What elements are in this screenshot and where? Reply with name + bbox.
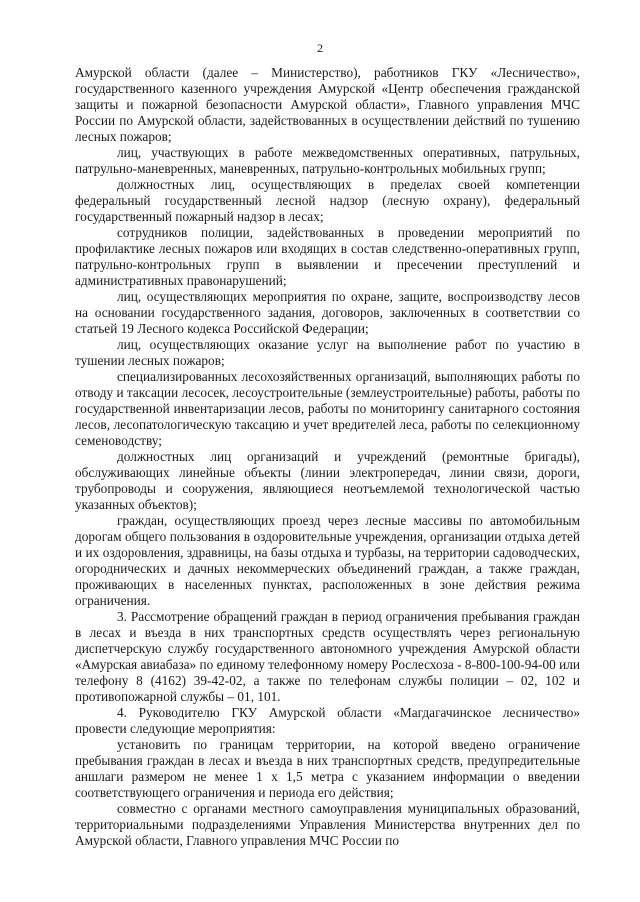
paragraph-6: лиц, осуществляющих оказание услуг на выполнение работ по участию в тушении лесных пожаров; — [75, 337, 580, 368]
paragraph-10: 3. Рассмотрение обращений граждан в период ограничения пребывания граждан в лесах и въезда в них транспортных средств осуществлять через региональную диспетчерскую службу государственного автономного учреждения Амурской области «Амурская авиабаза» по единому телефонному номеру Рослесхоза - 8-800-100-94-00 или телефону 8 (4162) 39-42-02, а также по телефонам службы полиции – 02, 102 и противопожарной службы – 01, 101. — [75, 609, 580, 704]
document-body — [75, 65, 580, 849]
paragraph-11: 4. Руководителю ГКУ Амурской области «Магдагачинское лесничество» провести следующие мероприятия: — [75, 705, 580, 736]
paragraph-1: Амурской области (далее – Министерство), работников ГКУ «Лесничество», государственного казенного учреждения Амурской «Центр обеспечения гражданской защиты и пожарной безопасности Амурской области», Главного управления МЧС России по Амурской области, задействованных в осуществлении действий по тушению лесных пожаров; — [75, 65, 580, 144]
paragraph-8: должностных лиц организаций и учреждений (ремонтные бригады), обслуживающих линейные объекты (линии электропередач, линии связи, дороги, трубопроводы и сооружения, являющиеся неотъемлемой технологической частью указанных объектов); — [75, 449, 580, 512]
paragraph-4: сотрудников полиции, задействованных в проведении мероприятий по профилактике лесных пожаров или входящих в состав следственно-оперативных групп, патрульно-контрольных групп в выявлении и пресечении преступлений и административных правонарушений; — [75, 225, 580, 288]
paragraph-12: установить по границам территории, на которой введено ограничение пребывания граждан в лесах и въезда в них транспортных средств, предупредительные аншлаги размером не менее 1 х 1,5 метра с указанием информации о введении соответствующего ограничения и периода его действия; — [75, 737, 580, 800]
paragraph-5: лиц, осуществляющих мероприятия по охране, защите, воспроизводству лесов на основании государственного задания, договоров, заключенных в соответствии со статьей 19 Лесного кодекса Российской Федерации; — [75, 289, 580, 336]
paragraph-3: должностных лиц, осуществляющих в пределах своей компетенции федеральный государственный лесной надзор (лесную охрану), федеральный государственный пожарный надзор в лесах; — [75, 177, 580, 224]
paragraph-13: совместно с органами местного самоуправления муниципальных образований, территориальными подразделениями Управления Министерства внутренних дел по Амурской области, Главного управления МЧС России по — [75, 801, 580, 848]
page-number: 2 — [317, 41, 323, 55]
paragraph-9: граждан, осуществляющих проезд через лесные массивы по автомобильным дорогам общего пользования в оздоровительные учреждения, организации отдыха детей и их оздоровления, здравницы, на базы отдыха и турбазы, на территории садоводческих, огороднических и дачных некоммерческих объединений граждан, а также граждан, проживающих в населенных пунктах, расположенных в зоне действия режима ограничения. — [75, 513, 580, 608]
paragraph-2: лиц, участвующих в работе межведомственных оперативных, патрульных, патрульно-маневренных, маневренных, патрульно-контрольных мобильных групп; — [75, 145, 580, 176]
paragraph-7: специализированных лесохозяйственных организаций, выполняющих работы по отводу и таксации лесосек, лесоустроительные (землеустроительные) работы, работы по государственной инвентаризации лесов, работы по мониторингу санитарного состояния лесов, лесопатологическую таксацию и учет вредителей леса, работы по селекционному семеноводству; — [75, 369, 580, 448]
